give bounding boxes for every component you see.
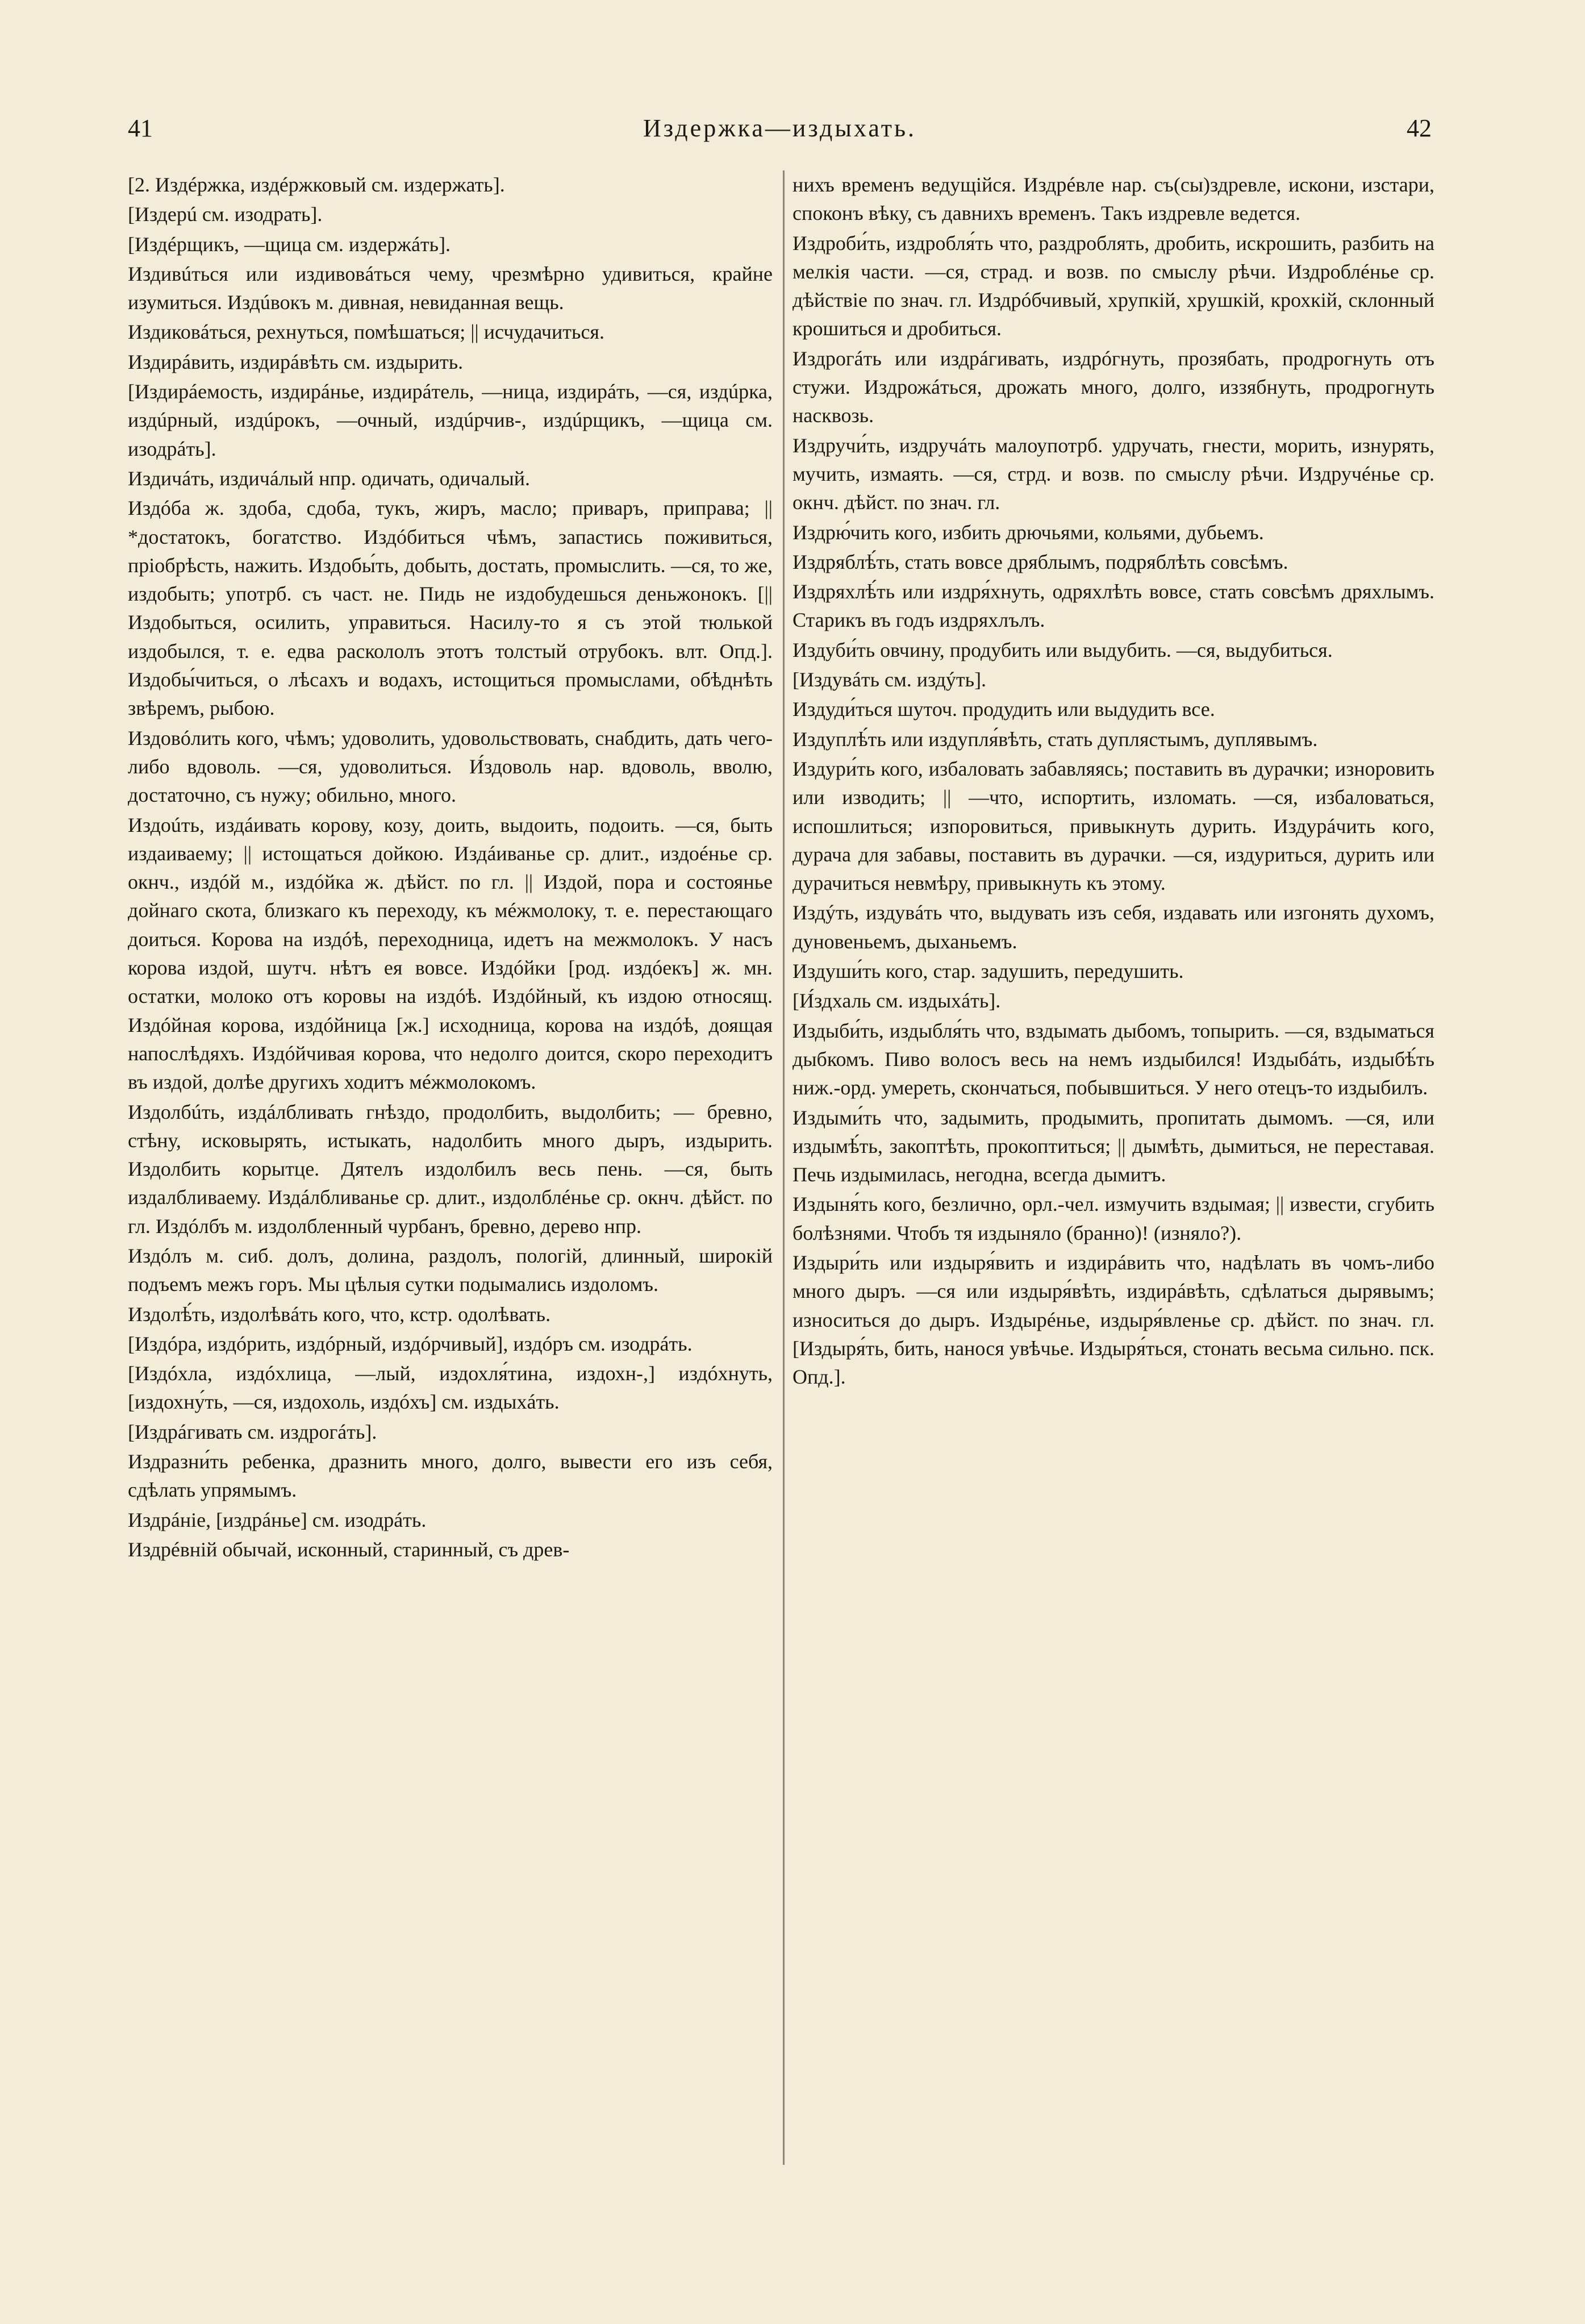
dictionary-entry: Издирáвить, издирáвѣть см. издырить.: [128, 350, 464, 373]
page-header: [128, 114, 1432, 148]
dictionary-entry: [Издувáть см. издýть].: [792, 668, 987, 692]
dictionary-entry: Издиковáться, рехнуться, помѣшаться; || исчудачиться.: [128, 320, 604, 344]
dictionary-entry: Издрáніе, [издрáнье] см. изодрáть.: [128, 1508, 427, 1531]
dictionary-entry: Издичáть, издичáлый нпр. одичать, одичалый.: [128, 467, 531, 490]
dictionary-entry: Издрéвній обычай, исконный, старинный, съ древ-: [128, 1538, 570, 1561]
dictionary-entry: нихъ временъ ведущійся. Издрéвле нар. съ(сы)здревле, искони, изстари, споконъ вѣку, съ давнихъ временъ. Такъ издревле ведется.: [792, 173, 1434, 225]
running-title: Издержка—издыхать.: [643, 114, 917, 142]
dictionary-entry: Издразни́ть ребенка, дразнить много, долго, вывести его изъ себя, сдѣлать упрямымъ.: [128, 1450, 773, 1502]
dictionary-entry: Издручи́ть, издручáть малоупотрб. удручать, гнести, морить, изнурять, мучить, измаять. —ся, стрд. и возв. по смыслу рѣчи. Издручéнье ср. окнч. дѣйст. по знач. гл.: [792, 434, 1434, 514]
dictionary-entry: Издуши́ть кого, стар. задушить, передушить.: [792, 960, 1184, 983]
dictionary-entry: Издивúться или издивовáться чему, чрезмѣрно удивиться, крайне изумиться. Издúвокъ м. дивная, невиданная вещь.: [128, 262, 773, 314]
dictionary-entry: Издолбúть, издáлбливать гнѣздо, продолбить, выдолбить; — бревно, стѣну, исковырять, истыкать, надолбить много дыръ, издырить. Издолбить корытце. Дятелъ издолбилъ весь пень. —ся, быть издалбливаему. Издáлбливанье ср. длит., издолблéнье ср. окнч. дѣйст. по гл. Издóлбъ м. издолбленный чурбанъ, бревно, дерево нпр.: [128, 1100, 773, 1238]
dictionary-entry: [Издóхла, издóхлица, —лый, издохля́тина, издохн-,] издóхнуть, [издохну́ть, —ся, издохоль, издóхъ] см. издыхáть.: [128, 1362, 773, 1414]
right-column: [792, 170, 1434, 1392]
left-column: [128, 170, 773, 1565]
dictionary-entry: Издуби́ть овчину, продубить или выдубить. —ся, выдубиться.: [792, 638, 1333, 661]
dictionary-entry: Издолѣ́ть, издолѣвáть кого, что, кстр. одолѣвать.: [128, 1302, 551, 1326]
dictionary-entry: Издýть, издувáть что, выдувать изъ себя, издавать или изгонять духомъ, дуновеньемъ, дыханьемъ.: [792, 901, 1434, 953]
dictionary-entry: Издуплѣ́ть или издупля́вѣть, стать дуплястымъ, дуплявымъ.: [792, 727, 1318, 751]
dictionary-entry: Издури́ть кого, избаловать забавляясь; поставить въ дурачки; изноровить или изводить; || —что, испортить, изломать. —ся, избаловаться, испошлиться; изпоровиться, привыкнуть дурить. Издурáчить кого, дурача для забавы, поставить въ дурачки. —ся, издуриться, дурить или дурачиться невмѣру, привыкнуть къ этому.: [792, 757, 1434, 895]
dictionary-entry: Издыня́ть кого, безлично, орл.-чел. измучить вздымая; || извести, сгубить болѣзнями. Чтобъ тя издыняло (бранно)! (изняло?).: [792, 1193, 1434, 1244]
dictionary-entry: Издыми́ть что, задымить, продымить, пропитать дымомъ. —ся, или издымѣ́ть, закоптѣть, прокоптиться; || дымѣть, дымиться, не переставая. Печь издымилась, негодна, всегда дымитъ.: [792, 1106, 1434, 1186]
dictionary-entry: Издряхлѣ́ть или издря́хнуть, одряхлѣть вовсе, стать совсѣмъ дряхлымъ. Старикъ въ годъ издряхлълъ.: [792, 580, 1434, 632]
dictionary-entry: [Издрáгивать см. издрогáть].: [128, 1420, 377, 1443]
page-number-left: 41: [128, 114, 153, 142]
dictionary-entry: Издовóлить кого, чѣмъ; удоволить, удовольствовать, снабдить, дать чего-либо вдоволь. —ся, удоволиться. И́здоволь нар. вдоволь, вволю, достаточно, съ нужу; обильно, много.: [128, 726, 773, 807]
dictionary-entry: Издыри́ть или издыря́вить и издирáвить что, надѣлать въ чомъ-либо много дыръ. —ся или издыря́вѣть, издирáвѣть, сдѣлаться дырявымъ; износиться до дыръ. Издырéнье, издыря́вленье ср. дѣйст. по знач. гл. [Издыря́ть, бить, нанося увѣчье. Издыря́ться, стонать весьма сильно. пск. Опд.].: [792, 1251, 1434, 1389]
dictionary-entry: [Издéрщикъ, —щица см. издержáть].: [128, 232, 451, 256]
dictionary-entry: [И́здхаль см. издыхáть].: [792, 989, 1001, 1013]
dictionary-entry: Издрю́чить кого, избить дрючьями, кольями, дубьемъ.: [792, 520, 1264, 544]
dictionary-entry: [Издирáемость, издирáнье, издирáтель, —ница, издирáть, —ся, издúрка, издúрный, издúрокъ, —очный, издúрчив-, издúрщикъ, —щица см. изодрáть].: [128, 380, 773, 460]
dictionary-entry: [Издерú см. изодрать].: [128, 203, 323, 226]
dictionary-entry: Издóлъ м. сиб. долъ, долина, раздолъ, пологій, длинный, широкій подъемъ межъ горъ. Мы цѣлыя сутки подымались издоломъ.: [128, 1244, 773, 1296]
dictionary-entry: Издóба ж. здоба, сдоба, тукъ, жиръ, масло; приваръ, приправа; || *достатокъ, богатство. Издóбиться чѣмъ, запастись поживиться, пріобрѣсть, нажить. Издобы́ть, добыть, достать, промыслить. —ся, то же, издобыть; употрб. съ част. не. Пидь не издобудешься деньжонокъ. [|| Издобыться, осилить, управиться. Насилу-то я съ этой тюлькой издобылся, т. е. едва раскололъ этотъ толстый отрубокъ. влт. Опд.]. Издобы́читься, о лѣсахъ и водахъ, истощиться промыслами, обѣднѣть звѣремъ, рыбою.: [128, 497, 773, 720]
dictionary-entry: Издрогáть или издрáгивать, издрóгнуть, прозябать, продрогнуть отъ стужи. Издрожáться, дрожать много, долго, иззябнуть, продрогнуть насквозь.: [792, 347, 1434, 427]
dictionary-entry: [2. Издéржка, издéржковый см. издержать].: [128, 173, 505, 196]
dictionary-entry: Издоúть, издáивать корову, козу, доить, выдоить, подоить. —ся, быть издаиваему; || истощаться дойкою. Издáиванье ср. длит., издоéнье ср. окнч., издóй м., издóйка ж. дѣйст. по гл. || Издой, пора и состоянье дойнаго скота, близкаго къ переходу, къ мéжмолоку, т. е. перестающаго доиться. Корова на издóѣ, переходница, идетъ на межмолокъ. У насъ корова издой, шутч. нѣтъ ея вовсе. Издóйки [род. издóекъ] ж. мн. остатки, молоко отъ коровы на издóѣ. Издóйный, къ издою относящ. Издóйная корова, издóйница [ж.] исходница, корова на издóѣ, доящая напослѣдяхъ. Издóйчивая корова, что недолго доится, скоро переходитъ въ издой, долѣе другихъ ходитъ мéжмолокомъ.: [128, 813, 773, 1094]
dictionary-entry: Издуди́ться шуточ. продудить или выдудить все.: [792, 698, 1215, 721]
dictionary-entry: Издыби́ть, издыбля́ть что, вздымать дыбомъ, топырить. —ся, вздыматься дыбкомъ. Пиво волосъ весь на немъ издыбился! Издыбáть, издыбѣ́ть ниж.-орд. умереть, скончаться, побывшиться. У него отецъ-то издыбилъ.: [792, 1019, 1434, 1099]
dictionary-entry: [Издóра, издóрить, издóрный, издóрчивый], издóръ см. изодрáть.: [128, 1332, 693, 1355]
page-number-right: 42: [1407, 114, 1432, 142]
dictionary-entry: Издряблѣ́ть, стать вовсе дряблымъ, подряблѣть совсѣмъ.: [792, 550, 1288, 573]
dictionary-entry: Издроби́ть, издробля́ть что, раздроблять, дробить, искрошить, разбить на мелкія части. —ся, страд. и возв. по смыслу рѣчи. Издроблéнье ср. дѣйствіе по знач. гл. Издрóбчивый, хрупкій, хрушкій, крохкій, склонный крошиться и дробиться.: [792, 231, 1434, 340]
column-divider: [783, 170, 785, 2165]
